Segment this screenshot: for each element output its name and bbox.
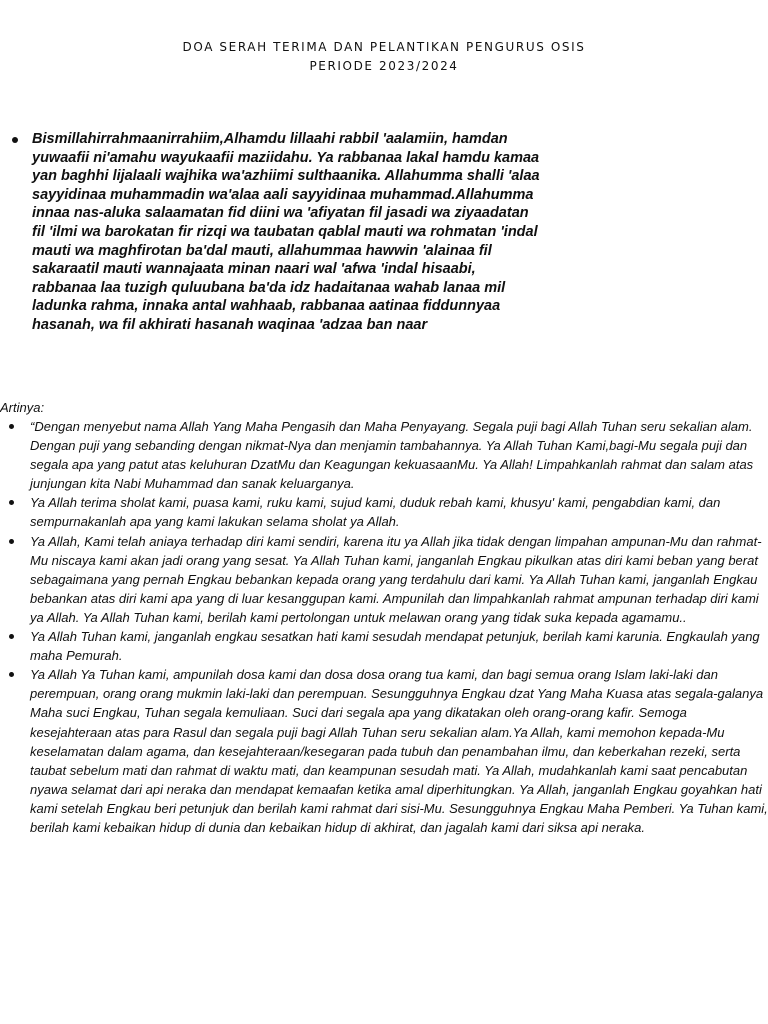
artinya-label: Artinya: <box>0 400 45 415</box>
doa-list <box>0 130 540 335</box>
translation-text: Ya Allah Tuhan kami, janganlah engkau sesatkan hati kami sesudah mendapat petunjuk, berilah kami karunia. Engkaulah yang maha Pemurah. <box>30 629 760 664</box>
doa-item <box>0 130 540 335</box>
bullet-icon <box>9 672 14 677</box>
translation-text: Ya Allah Ya Tuhan kami, ampunilah dosa kami dan dosa dosa orang tua kami, dan bagi semua orang Islam laki-laki dan perempuan, orang orang mukmin laki-laki dan perempuan. Sesungguhnya Engkau dzat Yang Maha Kuasa atas segala-galanya Maha suci Engkau, Tuhan segala kemuliaan. Suci dari segala apa yang dikatakan oleh orang-orang kafir. Semoga kesejahteraan atas para Rasul dan segala puji bagi Allah Tuhan seru sekalian alam.Ya Allah, kami memohon kepada-Mu keselamatan dalam agama, dan kesejahteraan/kesegaran pada tubuh dan penambahan ilmu, dan keberkahan rezeki, serta taubat sebelum mati dan rahmat di waktu mati, dan keampunan sesudah mati. Ya Allah, mudahkanlah kami saat pencabutan nyawa selamat dari api neraka dan mendapat kemaafan ketika amal diperhitungkan. Ya Allah, janganlah Engkau goyahkan hati kami setelah Engkau beri petunjuk dan berilah kami rahmat dari sisi-Mu. Sesungguhnya Engkau Maha Pemberi. Ya Tuhan kami, berilah kami kebaikan hidup di dunia dan kebaikan hidup di akhirat, dan jagalah kami dari siksa api neraka. <box>30 667 768 835</box>
translation-list <box>0 417 768 837</box>
bullet-icon <box>9 539 14 544</box>
bullet-icon <box>9 634 14 639</box>
bullet-icon <box>9 424 14 429</box>
translation-text: Ya Allah terima sholat kami, puasa kami, ruku kami, sujud kami, duduk rebah kami, khusyu' kami, pengabdian kami, dan sempurnakanlah apa yang kami lakukan selama sholat ya Allah. <box>30 495 721 530</box>
document-title <box>0 38 768 76</box>
bullet-icon <box>9 500 14 505</box>
title-line-2: PERIODE 2023/2024 <box>309 59 459 73</box>
doa-text: Bismillahirrahmaanirrahiim,Alhamdu lillaahi rabbil 'aalamiin, hamdan yuwaafii ni'amahu wayukaafii maziidahu. Ya rabbanaa lakal hamdu kamaa yan baghhi lijalaali wajhika wa'azhiimi sulthaanika. Allahumma shalli 'alaa sayyidinaa muhammadin wa'alaa aali sayyidinaa muhammad.Allahumma innaa nas-aluka salaamatan fid diini wa 'afiyatan fil jasadi wa ziyaadatan fil 'ilmi wa barokatan fir rizqi wa taubatan qablal mauti wa rohmatan 'indal mauti wa maghfirotan ba'dal mauti, allahummaa hawwin 'alainaa fil sakaraatil mauti wannajaata minan naari wal 'afwa 'indal hisaabi, rabbanaa laa tuzigh quluubana ba'da idz hadaitanaa wahab lanaa mil ladunka rahma, innaka antal wahhaab, rabbanaa aatinaa fiddunnyaa hasanah, wa fil akhirati hasanah waqinaa 'adzaa ban naar <box>32 131 540 333</box>
translation-item <box>0 417 768 493</box>
translation-item <box>0 627 768 665</box>
translation-item <box>0 493 768 531</box>
translation-item <box>0 532 768 627</box>
bullet-icon <box>12 137 18 143</box>
translation-text: “Dengan menyebut nama Allah Yang Maha Pengasih dan Maha Penyayang. Segala puji bagi Allah Tuhan seru sekalian alam. Dengan puji yang sebanding dengan nikmat-Nya dan menjamin tambahannya. Ya Allah Tuhan Kami,bagi-Mu segala puji dan segala apa yang patut atas keluhuran DzatMu dan Keagungan kekuasaanMu. Ya Allah! Limpahkanlah rahmat dan salam atas junjungan kita Nabi Muhammad dan sanak keluarganya. <box>30 419 754 492</box>
translation-item <box>0 665 768 837</box>
translation-text: Ya Allah, Kami telah aniaya terhadap diri kami sendiri, karena itu ya Allah jika tidak dengan limpahan ampunan-Mu dan rahmat-Mu niscaya kami akan jadi orang yang sesat. Ya Allah Tuhan kami, janganlah Engkau pikulkan atas diri kami beban yang berat sebagaimana yang pernah Engkau bebankan kepada orang yang terdahulu dari kami. Ya Allah Tuhan kami, janganlah Engkau bebankan atas diri kami apa yang di luar kesanggupan kami. Ampunilah dan limpahkanlah rahmat ampunan terhadap diri kami ya Allah. Ya Allah Tuhan kami, berilah kami pertolongan untuk melawan orang yang tidak suka kepada agamamu.. <box>30 533 762 625</box>
title-line-1: DOA SERAH TERIMA DAN PELANTIKAN PENGURUS OSIS <box>182 40 586 54</box>
